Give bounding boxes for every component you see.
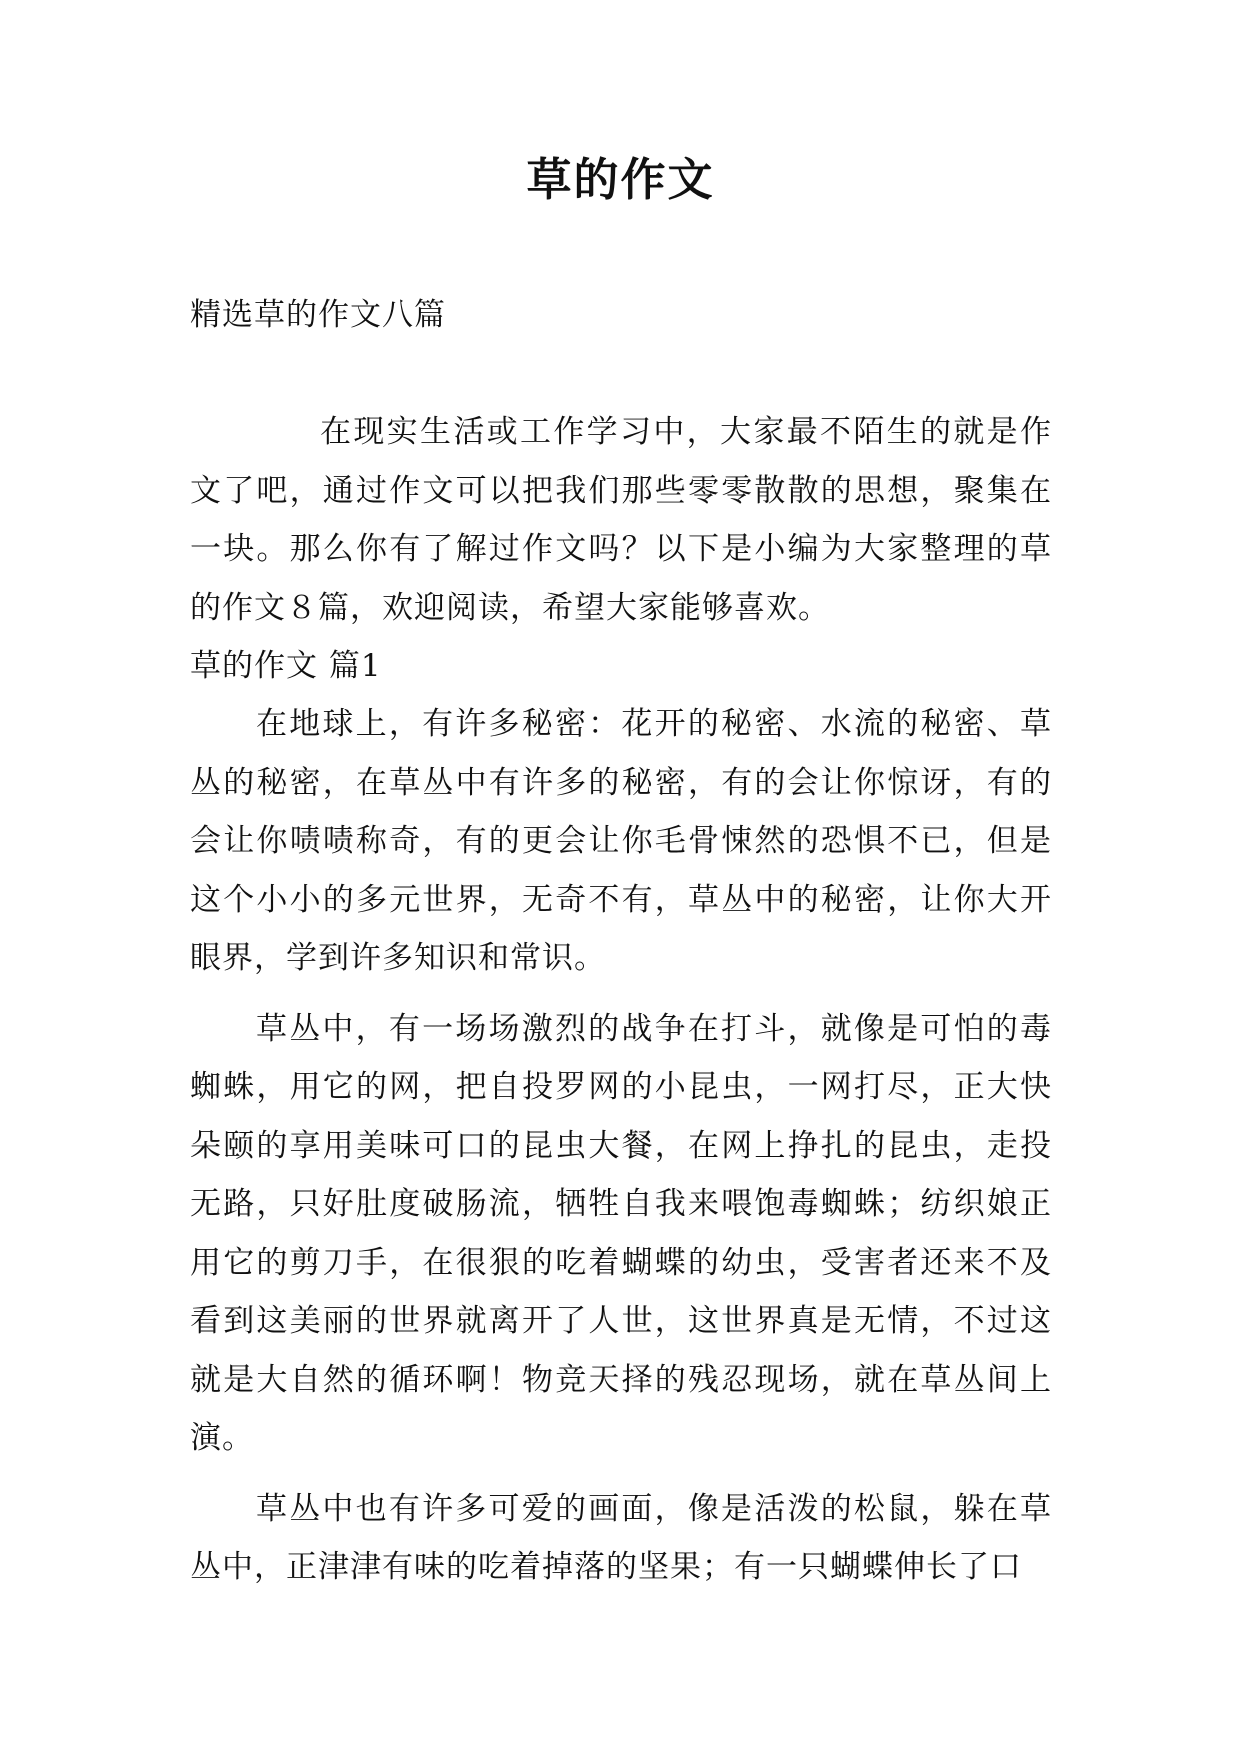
document-title: 草的作文: [526, 153, 715, 206]
body-paragraph-3: 草丛中也有许多可爱的画面，像是活泼的松鼠，躲在草丛中，正津津有味的吃着掉落的坚果；有一只蝴蝶伸长了口: [190, 1490, 1052, 1585]
body-paragraph-1: 在地球上，有许多秘密：花开的秘密、水流的秘密、草丛的秘密，在草丛中有许多的秘密，有的会让你惊讶，有的会让你啧啧称奇，有的更会让你毛骨悚然的恐惧不已，但是这个小小的多元世界，无奇不有，草丛中的秘密，让你大开眼界，学到许多知识和常识。: [190, 706, 1052, 976]
document-body: [190, 403, 1052, 1597]
intro-paragraph: 在现实生活或工作学习中，大家最不陌生的就是作文了吧，通过作文可以把我们那些零零散散的思想，聚集在一块。那么你有了解过作文吗？以下是小编为大家整理的草的作文８篇，欢迎阅读，希望大家能够喜欢。: [190, 414, 1052, 626]
document-subtitle: 精选草的作文八篇: [190, 297, 446, 333]
body-paragraph-2: 草丛中，有一场场激烈的战争在打斗，就像是可怕的毒蜘蛛，用它的网，把自投罗网的小昆虫，一网打尽，正大快朵颐的享用美味可口的昆虫大餐，在网上挣扎的昆虫，走投无路，只好肚度破肠流，牺牲自我来喂饱毒蜘蛛；纺织娘正用它的剪刀手，在很狠的吃着蝴蝶的幼虫，受害者还来不及看到这美丽的世界就离开了人世，这世界真是无情，不过这就是大自然的循环啊！物竞天择的残忍现场，就在草丛间上演。: [190, 1010, 1052, 1456]
section-heading: 草的作文 篇1: [190, 648, 382, 684]
